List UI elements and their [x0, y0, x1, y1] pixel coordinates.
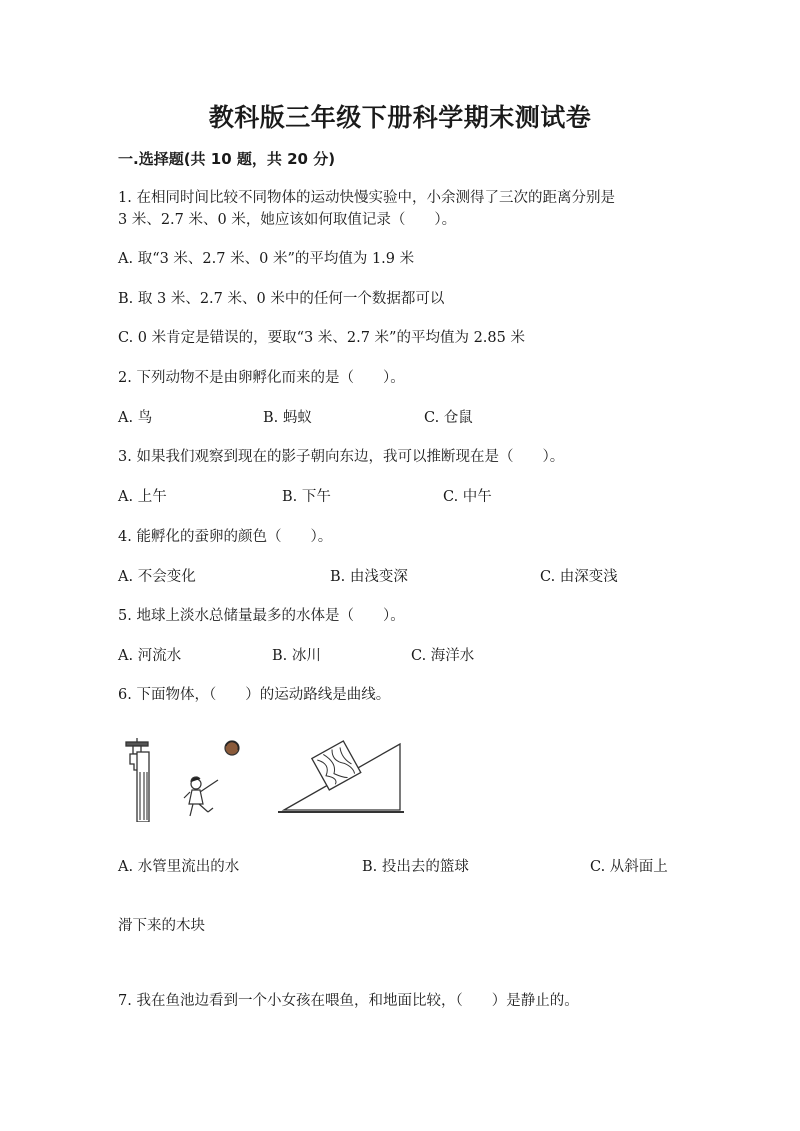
faucet-icon — [126, 738, 149, 822]
question-2-option-b[interactable]: B. 蚂蚁 — [263, 410, 312, 426]
question-6-option-c[interactable]: C. 从斜面上 — [590, 859, 668, 875]
question-1-stem-line-2: 3 米、2.7 米、0 米，她应该如何取值记录（ ）。 — [118, 212, 457, 228]
question-6-figure — [118, 732, 418, 822]
question-2-option-a[interactable]: A. 鸟 — [118, 410, 153, 426]
question-3-option-b[interactable]: B. 下午 — [282, 489, 331, 505]
question-1-option-a[interactable]: A. 取“3 米、2.7 米、0 米”的平均值为 1.9 米 — [118, 251, 415, 267]
question-5-stem: 5. 地球上淡水总储量最多的水体是（ ）。 — [118, 608, 405, 624]
question-6-option-a[interactable]: A. 水管里流出的水 — [118, 859, 240, 875]
question-7-stem: 7. 我在鱼池边看到一个小女孩在喂鱼，和地面比较，（ ）是静止的。 — [118, 993, 579, 1009]
question-6-option-b[interactable]: B. 投出去的篮球 — [362, 859, 469, 875]
page-title: 教科版三年级下册科学期末测试卷 — [208, 103, 592, 132]
question-5-option-c[interactable]: C. 海洋水 — [411, 648, 475, 664]
question-2-option-c[interactable]: C. 仓鼠 — [424, 410, 473, 426]
question-4-stem: 4. 能孵化的蚕卵的颜色（ ）。 — [118, 529, 333, 545]
section-heading: 一.选择题(共 10 题，共 20 分) — [118, 150, 336, 168]
question-3-option-a[interactable]: A. 上午 — [118, 489, 167, 505]
question-6-stem: 6. 下面物体，（ ）的运动路线是曲线。 — [118, 687, 391, 703]
question-5-option-b[interactable]: B. 冰川 — [272, 648, 321, 664]
question-3-option-c[interactable]: C. 中午 — [443, 489, 492, 505]
question-4-option-c[interactable]: C. 由深变浅 — [540, 569, 618, 585]
question-2-stem: 2. 下列动物不是由卵孵化而来的是（ ）。 — [118, 370, 405, 386]
question-1-option-c[interactable]: C. 0 米肯定是错误的，要取“3 米、2.7 米”的平均值为 2.85 米 — [118, 330, 525, 346]
question-1-stem-line-1: 1. 在相同时间比较不同物体的运动快慢实验中，小余测得了三次的距离分别是 — [118, 190, 615, 206]
question-4-option-b[interactable]: B. 由浅变深 — [330, 569, 408, 585]
question-5-option-a[interactable]: A. 河流水 — [118, 648, 182, 664]
incline-block-icon — [278, 741, 404, 812]
question-4-option-a[interactable]: A. 不会变化 — [118, 569, 196, 585]
question-3-stem: 3. 如果我们观察到现在的影子朝向东边，我可以推断现在是（ ）。 — [118, 449, 565, 465]
question-6-option-c-continuation: 滑下来的木块 — [118, 918, 205, 934]
question-1-option-b[interactable]: B. 取 3 米、2.7 米、0 米中的任何一个数据都可以 — [118, 291, 445, 307]
girl-throwing-ball-icon — [184, 741, 239, 816]
